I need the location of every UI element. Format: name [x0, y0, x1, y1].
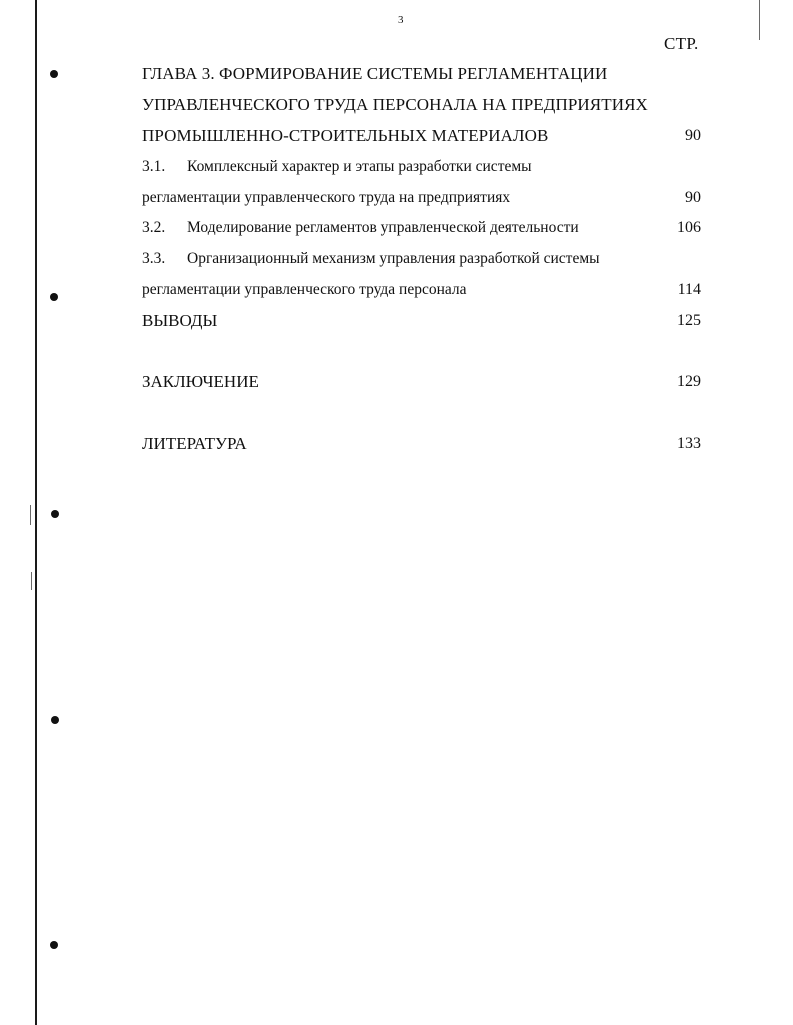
- chapter-title-line: ГЛАВА 3. ФОРМИРОВАНИЕ СИСТЕМЫ РЕГЛАМЕНТАЦИИ: [142, 64, 608, 83]
- scan-mark: [31, 572, 32, 590]
- toc-section-line: [142, 219, 579, 237]
- section-number: 3.3.: [142, 250, 166, 267]
- section-number: 3.2.: [142, 219, 166, 236]
- punch-hole: [51, 716, 59, 724]
- toc-closing: ЗАКЛЮЧЕНИЕ: [142, 372, 259, 391]
- chapter-title-line: ПРОМЫШЛЕННО-СТРОИТЕЛЬНЫХ МАТЕРИАЛОВ: [142, 126, 549, 145]
- binding-edge-line-right: [759, 0, 760, 40]
- chapter-page: 90: [685, 127, 701, 144]
- section-title: Моделирование регламентов управленческой деятельности: [187, 219, 579, 236]
- toc-section-line: регламентации управленческого труда персонала: [142, 281, 467, 298]
- closing-page: 129: [677, 373, 701, 390]
- section-page: 114: [677, 281, 701, 298]
- toc-conclusions: ВЫВОДЫ: [142, 311, 218, 330]
- toc-section-line: регламентации управленческого труда на предприятиях: [142, 189, 511, 206]
- chapter-title-line: УПРАВЛЕНЧЕСКОГО ТРУДА ПЕРСОНАЛА НА ПРЕДПРИЯТИЯХ: [142, 95, 648, 114]
- section-page: 90: [685, 189, 701, 206]
- toc-section-line: [142, 158, 532, 176]
- page-column-label: СТР.: [664, 34, 699, 53]
- punch-hole: [51, 510, 59, 518]
- toc-literature: ЛИТЕРАТУРА: [142, 434, 247, 453]
- section-page: 106: [677, 219, 701, 236]
- scan-mark: [30, 505, 31, 525]
- section-title: Организационный механизм управления разработкой системы: [187, 250, 600, 267]
- punch-hole: [50, 293, 58, 301]
- toc-section-line: [142, 250, 600, 268]
- binding-edge-line: [35, 0, 37, 1025]
- conclusions-page: 125: [677, 312, 701, 329]
- literature-page: 133: [677, 435, 701, 452]
- section-title: Комплексный характер и этапы разработки системы: [187, 158, 532, 175]
- section-number: 3.1.: [142, 158, 166, 175]
- punch-hole: [50, 941, 58, 949]
- page-number: 3: [398, 14, 404, 26]
- punch-hole: [50, 70, 58, 78]
